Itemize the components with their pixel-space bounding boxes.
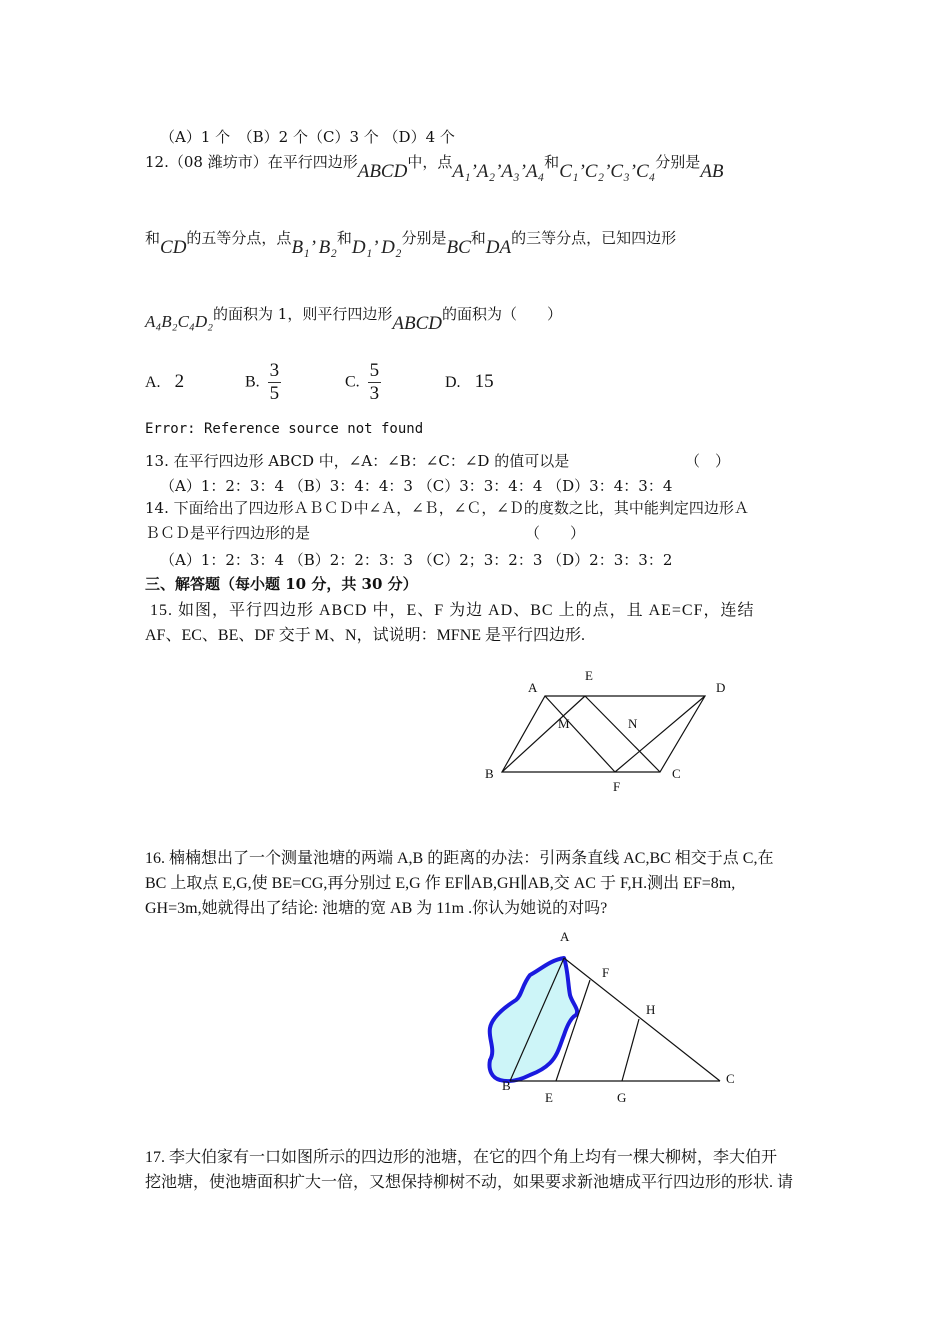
q16-label-c: C [726, 1071, 735, 1086]
q12-line2 [145, 228, 676, 268]
q14-line2: ＢＣＤ是平行四边形的是 （ ） [145, 524, 586, 542]
q14-paren: （ ） [525, 524, 586, 542]
q15-label-c: C [672, 766, 681, 781]
q12-opt-c: C. $\frac{5}{3}$ [345, 360, 380, 404]
q15-label-a: A [528, 680, 538, 695]
q12-points-a: A₁’A₂’A₃’A₄ [452, 161, 545, 182]
q16-label-g: G [617, 1090, 627, 1105]
q12-line2-a: 和 [145, 229, 161, 247]
q15-label-f: F [613, 779, 621, 794]
section-3-heading: 三、解答题（每小题 10 分，共 30 分） [145, 575, 418, 593]
q12-opt-b: B. $\frac{3}{5}$ [245, 360, 280, 404]
q15-line1: 15. 如图，平行四边形 ABCD 中，E、F 为边 AD、BC 上的点，且 AE=CF，连结 [150, 602, 755, 619]
q15-figure [480, 660, 740, 800]
q15-label-b: B [485, 766, 494, 781]
q12-line2-b: 的五等分点，点 [186, 229, 292, 247]
q12-line3-b: 的面积为（ ） [441, 305, 562, 323]
q12-text-b: 中，点 [407, 153, 453, 171]
q12-opt-b-fraction: $\frac{3}{5}$ [269, 360, 280, 404]
q12-opt-c-fraction: $\frac{5}{3}$ [369, 360, 380, 404]
q12-b-pts: B₁’ B₂ [291, 237, 337, 258]
q13-paren: （ ） [685, 452, 731, 470]
q16-label-h: H [646, 1002, 656, 1017]
q12-line1 [145, 152, 724, 192]
q12-line2-d: 的三等分点，已知四边形 [511, 229, 677, 247]
q12-abcd2: ABCD [392, 313, 442, 334]
q15-line-af [545, 696, 615, 772]
q14-options: （A）1：2：3：4 （B）2：2：3：3 （C）2；3：2：3 （D）2：3：3：2 [160, 551, 673, 569]
q17-line1: 17. 李大伯家有一口如图所示的四边形的池塘，在它的四个角上均有一棵大柳树，李大伯开 [145, 1149, 778, 1166]
q16-line-ac [564, 958, 720, 1081]
q15-line-be [502, 696, 585, 772]
q15-parallelogram [502, 696, 705, 772]
q16-label-a: A [560, 929, 570, 944]
q15-label-d: D [716, 680, 726, 695]
q17-line2: 挖池塘，使池塘面积扩大一倍，又想保持柳树不动，如果要求新池塘成平行四边形的形状. 请 [145, 1174, 794, 1191]
q12-da: DA [485, 237, 512, 258]
q13-stem: 13. 在平行四边形 ABCD 中，∠A：∠B：∠C：∠D 的值可以是 （ ） [145, 452, 731, 470]
q12-quad: A₄B₂C₄D₂ [145, 312, 214, 331]
q12-text-a: 12.（08 潍坊市）在平行四边形 [145, 153, 358, 171]
q16-label-f: F [602, 965, 610, 980]
q15-label-m: M [558, 716, 570, 731]
q16-line1: 16. 楠楠想出了一个测量池塘的两端 A,B 的距离的办法：引两条直线 AC,BC 相交于点 C,在 [145, 850, 774, 867]
q16-pond [489, 958, 577, 1081]
q12-ab: AB [700, 161, 724, 182]
q15-line-df [615, 696, 705, 772]
q16-label-e: E [545, 1090, 553, 1105]
q15-label-n: N [628, 716, 638, 731]
q12-line2-c: 分别是 [401, 229, 447, 247]
q12-and3: 和 [470, 229, 486, 247]
q12-text-c: 分别是 [655, 153, 701, 171]
q15-label-e: E [585, 668, 593, 683]
q16-line-gh [622, 1019, 639, 1081]
error-reference: Error: Reference source not found [145, 421, 424, 437]
q12-points-c: C₁’C₂’C₃’C₄ [559, 161, 656, 182]
q12-bc: BC [446, 237, 471, 258]
q16-label-b: B [502, 1078, 511, 1093]
q15-line2: AF、EC、BE、DF 交于 M、N，试说明：MFNE 是平行四边形. [145, 627, 586, 644]
q12-and1: 和 [544, 153, 560, 171]
q12-cd: CD [160, 237, 187, 258]
q16-line2: BC 上取点 E,G,使 BE=CG,再分别过 E,G 作 EF∥AB,GH∥AB,交 AC 于 F,H.测出 EF=8m, [145, 875, 736, 892]
q12-abcd: ABCD [357, 161, 408, 182]
q12-line3-a: 的面积为 1，则平行四边形 [213, 305, 393, 323]
q16-line3: GH=3m,她就得出了结论: 池塘的宽 AB 为 11m .你认为她说的对吗? [145, 900, 608, 917]
q16-figure [480, 925, 760, 1110]
q12-opt-a: A. 2 [145, 371, 185, 392]
q15-line-ec [585, 696, 660, 772]
q14-line1: 14. 下面给出了四边形ＡＢＣＤ中∠Ａ，∠Ｂ，∠Ｃ，∠Ｄ的度数之比，其中能判定四边形Ａ [145, 499, 749, 517]
q12-opt-d: D. 15 [445, 371, 494, 392]
q12-and2: 和 [336, 229, 352, 247]
q12-line3 [145, 304, 562, 344]
q12-d-pts: D₁’ D₂ [351, 237, 402, 258]
q13-options: （A）1：2：3：4 （B）3：4：4：3 （C）3：3：4：4 （D）3：4：3：4 [160, 477, 673, 495]
q11-options: （A）1 个 （B）2 个（C）3 个 （D）4 个 [160, 128, 455, 146]
